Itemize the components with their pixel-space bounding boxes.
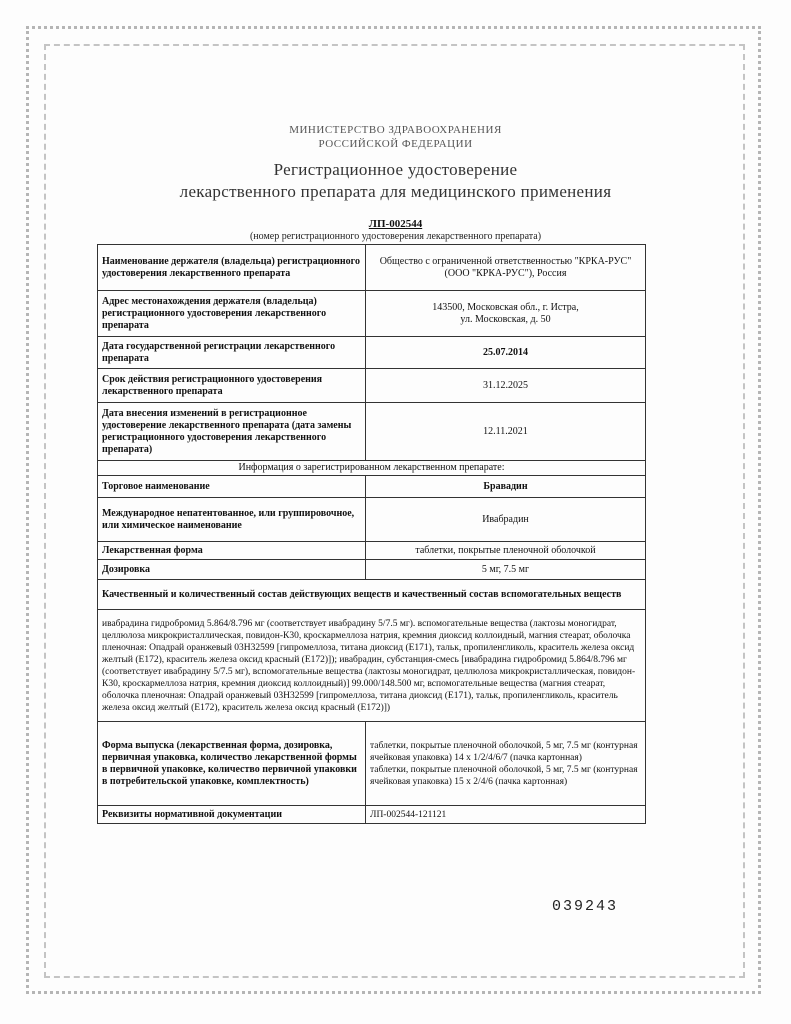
registration-date-value: 25.07.2014 (366, 337, 646, 369)
inn-value: Ивабрадин (366, 498, 646, 542)
row-registration-date (98, 337, 646, 369)
address-value (366, 291, 646, 337)
composition-text: ивабрадина гидробромид 5.864/8.796 мг (соответствует ивабрадину 5/7.5 мг). вспомогательные вещества (лактозы моногидрат, целлюлоза микрокристаллическая, повидон-К30, кроскармеллоза натрия, кремния диоксид коллоидный, магния стеарат, оболочка пленочная: Опадрай оранжевый 03H32599 [гипромеллоза, титана диоксид (E171), тальк, пропиленгликоль, краситель железа оксид желтый (E172), краситель железа оксид красный (E172)]); ивабрадин, субстанция-смесь [ивабрадина гидробромид 5.864/8.796 мг (соответствует ивабрадину 5/7.5 мг), вспомогательные вещества (лактозы моногидрат, целлюлоза микрокристаллическая, повидон-К30, кроскармеллоза натрия, кремния диоксид коллоидный)] 99.000/148.500 мг, вспомогательные вещества (магния стеарат, оболочка пленочная: Опадрай оранжевый 03H32599 [гипромеллоза, титана диоксид (E171), тальк, пропиленгликоль, краситель железа оксид желтый (E172), краситель железа оксид красный (E172)]) (98, 610, 646, 722)
registration-number-caption: (номер регистрационного удостоверения лекарственного препарата) (249, 231, 542, 242)
address-value-line-1: 143500, Московская обл., г. Истра, (432, 301, 579, 313)
release-form-option-1: таблетки, покрытые пленочной оболочкой, 5 мг, 7.5 мг (контурная ячейковая упаковка) 14 x 1/2/4/6/7 (пачка картонная) (370, 740, 638, 763)
validity-label: Срок действия регистрационного удостоверения лекарственного препарата (98, 369, 366, 403)
row-dosage (98, 560, 646, 580)
row-changes-date (98, 403, 646, 461)
release-form-value (366, 722, 646, 806)
info-header: Информация о зарегистрированном лекарственном препарате: (98, 461, 646, 476)
dosage-form-value: таблетки, покрытые пленочной оболочкой (366, 542, 646, 560)
inn-label: Международное непатентованное, или группировочное, или химическое наименование (98, 498, 366, 542)
trade-name-label: Торговое наименование (98, 476, 366, 498)
address-value-line-2: ул. Московская, д. 50 (460, 313, 551, 325)
ministry-line-2: РОССИЙСКОЙ ФЕДЕРАЦИИ (318, 138, 473, 150)
row-normative-doc (98, 806, 646, 824)
holder-label: Наименование держателя (владельца) регистрационного удостоверения лекарственного препарата (98, 245, 366, 291)
registration-number: ЛП-002544 (368, 218, 423, 230)
address-label: Адрес местонахождения держателя (владельца) регистрационного удостоверения лекарственного препарата (98, 291, 366, 337)
changes-date-value: 12.11.2021 (366, 403, 646, 461)
composition-header: Качественный и количественный состав действующих веществ и качественный состав вспомогательных веществ (98, 580, 646, 610)
dosage-form-label: Лекарственная форма (98, 542, 366, 560)
trade-name-value: Бравадин (366, 476, 646, 498)
form-serial-number: 039243 (552, 898, 619, 915)
row-dosage-form (98, 542, 646, 560)
registration-date-label: Дата государственной регистрации лекарственного препарата (98, 337, 366, 369)
row-release-form (98, 722, 646, 806)
row-info-header (98, 461, 646, 476)
release-form-label: Форма выпуска (лекарственная форма, дозировка, первичная упаковка, количество лекарственной формы в первичной упаковке, количество первичной упаковки в потребительской упаковке, комплектность) (98, 722, 366, 806)
row-validity (98, 369, 646, 403)
dosage-value: 5 мг, 7.5 мг (366, 560, 646, 580)
document-title-line-2: лекарственного препарата для медицинского применения (179, 182, 612, 201)
registration-table (97, 244, 646, 824)
row-composition (98, 610, 646, 722)
row-inn (98, 498, 646, 542)
dosage-label: Дозировка (98, 560, 366, 580)
normative-doc-label: Реквизиты нормативной документации (98, 806, 366, 824)
holder-value: Общество с ограниченной ответственностью "КРКА-РУС" (ООО "КРКА-РУС"), Россия (366, 245, 646, 291)
row-holder (98, 245, 646, 291)
release-form-option-2: таблетки, покрытые пленочной оболочкой, 5 мг, 7.5 мг (контурная ячейковая упаковка) 15 x 2/4/6 (пачка картонная) (370, 764, 638, 787)
row-trade-name (98, 476, 646, 498)
row-composition-header (98, 580, 646, 610)
changes-date-label: Дата внесения изменений в регистрационное удостоверение лекарственного препарата (дата замены регистрационного удостоверения лекарственного препарата) (98, 403, 366, 461)
document-title-line-1: Регистрационное удостоверение (273, 160, 518, 179)
normative-doc-value: ЛП-002544-121121 (366, 806, 646, 824)
validity-value: 31.12.2025 (366, 369, 646, 403)
row-address (98, 291, 646, 337)
ministry-line-1: МИНИСТЕРСТВО ЗДРАВООХРАНЕНИЯ (289, 124, 502, 136)
